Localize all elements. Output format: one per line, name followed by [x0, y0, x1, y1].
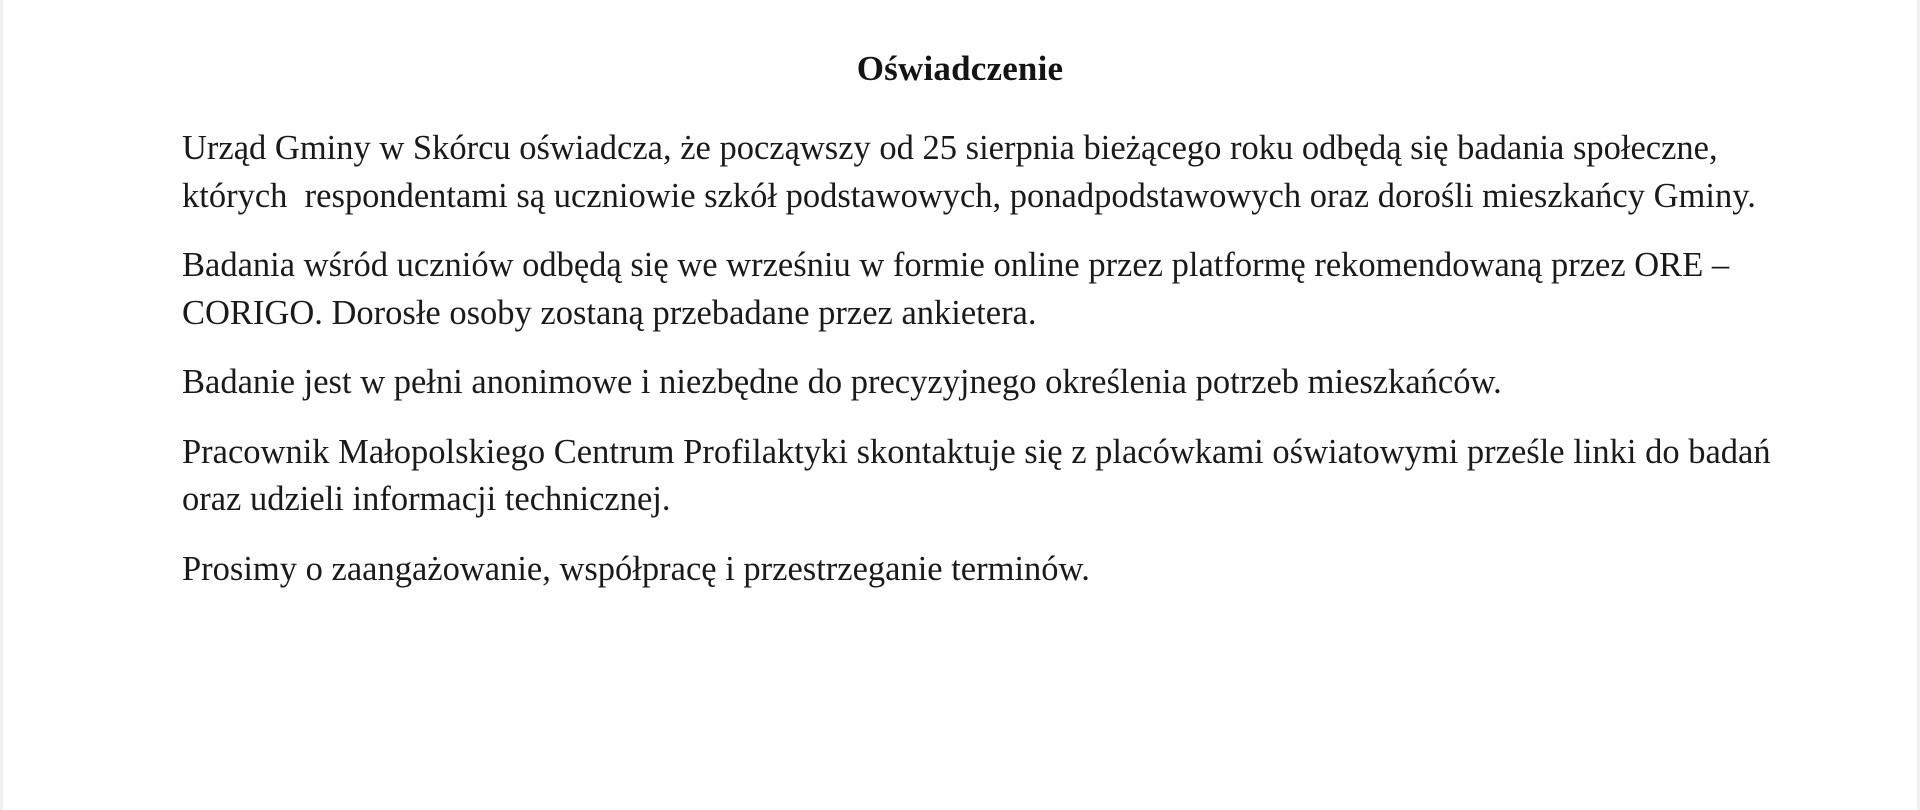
paragraph-1: Urząd Gminy w Skórcu oświadcza, że począwszy od 25 sierpnia bieżącego roku odbędą się badania społeczne, których respondentami są uczniowie szkół podstawowych, ponadpodstawowych oraz dorośli mieszkańcy Gminy. — [182, 129, 1756, 215]
paragraph-5: Prosimy o zaangażowanie, współpracę i przestrzeganie terminów. — [182, 549, 1090, 588]
page-title: Oświadczenie — [856, 49, 1064, 89]
scan-edge-left — [0, 0, 3, 810]
paragraph-3: Badanie jest w pełni anonimowe i niezbędne do precyzyjnego określenia potrzeb mieszkańców. — [182, 363, 1502, 401]
paragraph-4: Pracownik Małopolskiego Centrum Profilaktyki skontaktuje się z placówkami oświatowymi prześle linki do badań oraz udzieli informacji technicznej. — [182, 432, 1780, 518]
document-body — [182, 125, 1782, 593]
paragraph-2: Badania wśród uczniów odbędą się we wrześniu w formie online przez platformę rekomendowaną przez ORE – CORIGO. Dorosłe osoby zostaną przebadane przez ankietera. — [182, 246, 1738, 332]
